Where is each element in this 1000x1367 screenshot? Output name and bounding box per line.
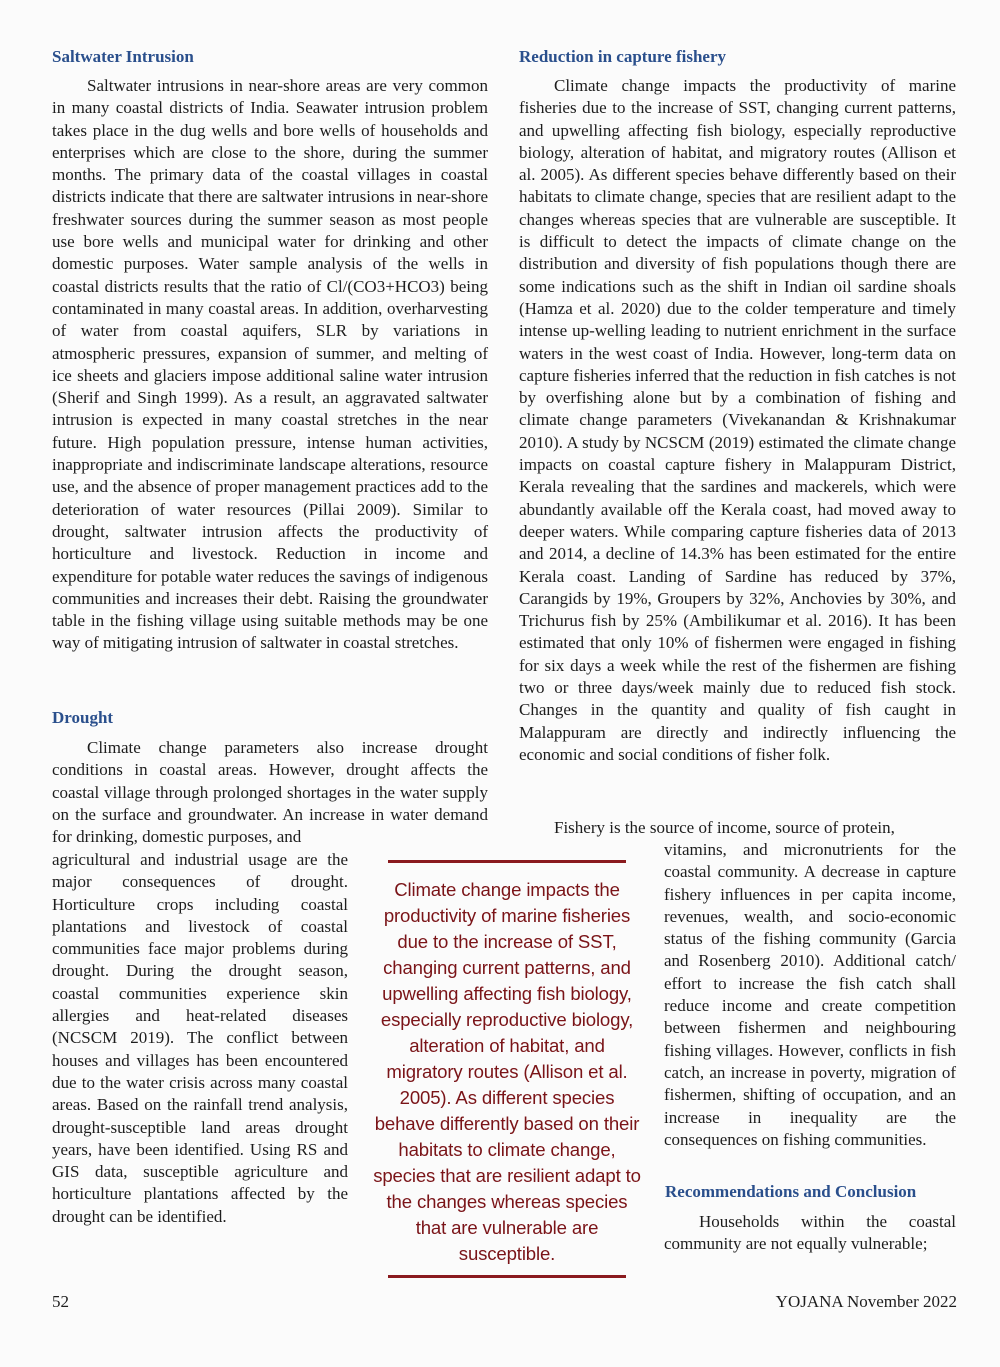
capture-fishery-paragraph: Climate change impacts the productivity of marine fisheries due to the increase of SST, changing current patterns, and upwelling affecting fish biology, especially reproductive biology, alteration of habitat, and migratory routes (Allison et al. 2005). As different species behave differently based on their habitats to climate change, species that are resilient adapt to the changes whereas species that are vulnerable are susceptible. It is difficult to detect the impacts of climate change on the distribution and diversity of fish populations though there are some indications such as the shift in Indian oil sardine shoals (Hamza et al. 2020) due to the colder temperature and timely intense up-welling leading to nutrient enrichment in the surface waters in the west coast of India. However, long-term data on capture fisheries inferred that the reduction in fish catches is not by overfishing alone but by a combination of fishing and climate change parameters (Vivekanandan & Krishnakumar 2010). A study by NCSCM (2019) estimated the climate change impacts on coastal capture fishery in Malappuram District, Kerala revealing that the sardines and mackerels, which were abundantly available off the Kerala coast, had moved away to deeper waters. While comparing capture fisheries data of 2013 and 2014, a decline of 14.3% has been estimated for the entire Kerala coast. Landing of Sardine has reduced by 37%, Carangids by 19%, Groupers by 32%, Anchovies by 30%, and Trichurus fish by 25% (Ambilikumar et al. 2016). It has been estimated that only 10% of fishermen were engaged in fishing for six days a week while the rest of the fishermen are fishing two or three days/week mainly due to reduced fish stock. Changes in the quantity and quality of fish caught in Malappuram are directly and indirectly influencing the economic and social conditions of fisher folk. [519, 76, 956, 764]
magazine-issue: YOJANA November 2022 [775, 1292, 957, 1311]
capture-fishery-heading: Reduction in capture fishery [519, 47, 726, 66]
pull-quote [369, 860, 645, 1278]
drought-paragraph: Climate change parameters also increase drought conditions in coastal areas. However, drought affects the coastal village through prolonged shortages in the water supply on the surface and groundwater. An increase in water demand for drinking, domestic purposes, and [52, 738, 488, 847]
recommendations-paragraph: Households within the coastal community are not equally vulnerable; [664, 1212, 956, 1254]
saltwater-intrusion-heading: Saltwater Intrusion [52, 47, 194, 66]
fishery-paragraph-start: Fishery is the source of income, source of protein, [554, 818, 895, 837]
page-number: 52 [52, 1292, 69, 1311]
fishery-paragraph-continued: vitamins, and micronutrients for the coastal community. A decrease in capture fishery influences in per capita income, revenues, wealth, and socio-economic status of the fishing community (Garcia and Rosenberg 2010). Additional catch/ effort to increase the fish catch shall reduce income and create competition between fishermen and neighbouring fishing villages. However, conflicts in fish catch, an increase in poverty, migration of fishermen, shifting of occupation, and an increase in inequality are the consequences on fishing communities. [664, 840, 956, 1149]
pull-quote-bottom-rule [388, 1275, 626, 1278]
pull-quote-text: Climate change impacts the productivity of marine fisheries due to the increase of SST, changing current patterns, and upwelling affecting fish biology, especially reproductive biology, alteration of habitat, and migratory routes (Allison et al. 2005). As different species behave differently based on their habitats to climate change, species that are resilient adapt to the changes whereas species that are vulnerable are susceptible. [373, 879, 641, 1264]
saltwater-intrusion-paragraph: Saltwater intrusions in near-shore areas are very common in many coastal districts of India. Seawater intrusion problem takes place in the dug wells and bore wells of households and enterprises which are close to the shore, during the summer months. The primary data of the coastal villages in coastal districts indicate that there are saltwater intrusions in near-shore freshwater sources during the summer season as most people use bore wells and municipal water for drinking and other domestic purposes. Water sample analysis of the wells in coastal districts results that the ratio of Cl/(CO3+HCO3) being contaminated in many coastal areas. In addition, overharvesting of water from coastal aquifers, SLR by variations in atmospheric pressures, expansion of summer, and melting of ice sheets and glaciers impose additional saline water intrusion (Sherif and Singh 1999). As a result, an aggravated saltwater intrusion is expected in many coastal stretches in the near future. High population pressure, intense human activities, inappropriate and indiscriminate landscape alterations, resource use, and the absence of proper management practices add to the deterioration of water resources (Pillai 2009). Similar to drought, saltwater intrusion affects the productivity of horticulture and livestock. Reduction in income and expenditure for potable water reduces the savings of indigenous communities and increases their debt. Raising the groundwater table in the fishing village using suitable methods may be one way of mitigating intrusion of saltwater in coastal stretches. [52, 76, 488, 653]
recommendations-heading: Recommendations and Conclusion [665, 1182, 917, 1201]
drought-paragraph-continued: agricultural and industrial usage are the major consequences of drought. Horticulture crops including coastal plantations and livestock of coastal communities face major problems during drought. During the drought season, coastal communities experience skin allergies and heat-related diseases (NCSCM 2019). The conflict between houses and villages has been encountered due to the water crisis across many coastal areas. Based on the rainfall trend analysis, drought-susceptible land areas drought years, have been identified. Using RS and GIS data, susceptible agriculture and horticulture plantations affected by the drought can be identified. [52, 850, 348, 1226]
drought-heading: Drought [52, 708, 114, 727]
